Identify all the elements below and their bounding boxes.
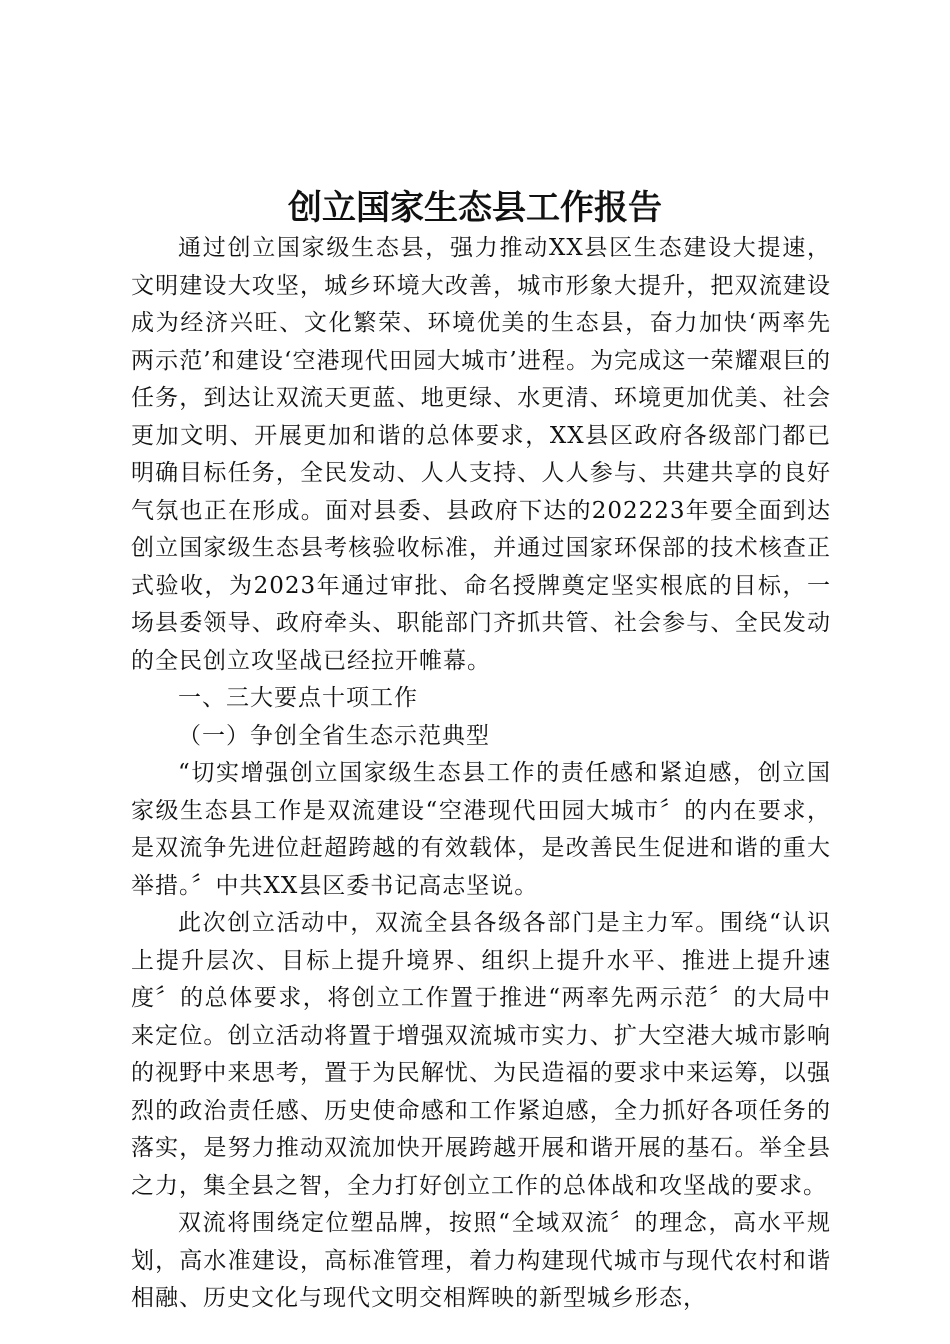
paragraph-brand: 双流将围绕定位塑品牌，按照“全域双流〞的理念，高水平规划，高水准建设，高标准管理，着力构建现代城市与现代农村和谐相融、历史文化与现代文明交相辉映的新型城乡形态， xyxy=(131,1210,831,1311)
subsection-heading: （一）争创全省生态示范典型 xyxy=(178,722,490,749)
paragraph-campaign: 此次创立活动中，双流全县各级各部门是主力军。围绕“认识上提升层次、目标上提升境界、组织上提升水平、推进上提升速度〞的总体要求，将创立工作置于推进“两率先两示范〞的大局中来定位。创立活动将置于增强双流城市实力、扩大空港大城市影响的视野中来思考，置于为民解忧、为民造福的要求中来运筹，以强烈的政治责任感、历史使命感和工作紧迫感，全力抓好各项任务的落实，是努力推动双流加快开展跨越开展和谐开展的基石。举全县之力，集全县之智，全力打好创立工作的总体战和攻坚战的要求。 xyxy=(131,910,831,1199)
paragraph-quote: “切实增强创立国家级生态县工作的责任感和紧迫感，创立国家级生态县工作是双流建设“空港现代田园大城市〞的内在要求，是双流争先进位赶超跨越的有效载体，是改善民生促进和谐的重大举措。〞中共XX县区委书记高志坚说。 xyxy=(131,760,831,899)
document-body xyxy=(131,230,831,1318)
section-heading: 一、三大要点十项工作 xyxy=(178,685,418,711)
paragraph-intro: 通过创立国家级生态县，强力推动XX县区生态建设大提速，文明建设大攻坚，城乡环境大改善，城市形象大提升，把双流建设成为经济兴旺、文化繁荣、环境优美的生态县，奋力加快‘两率先两示范’和建设‘空港现代田园大城市’进程。为完成这一荣耀艰巨的任务，到达让双流天更蓝、地更绿、水更清、环境更加优美、社会更加文明、开展更加和谐的总体要求，XX县区政府各级部门都已明确目标任务，全民发动、人人支持、人人参与、共建共享的良好气氛也正在形成。面对县委、县政府下达的202223年要全面到达创立国家级生态县考核验收标准，并通过国家环保部的技术核查正式验收，为2023年通过审批、命名授牌奠定坚实根底的目标，一场县委领导、政府牵头、职能部门齐抓共管、社会参与、全民发动的全民创立攻坚战已经拉开帷幕。 xyxy=(131,235,831,674)
document-title: 创立国家生态县工作报告 xyxy=(288,188,662,228)
